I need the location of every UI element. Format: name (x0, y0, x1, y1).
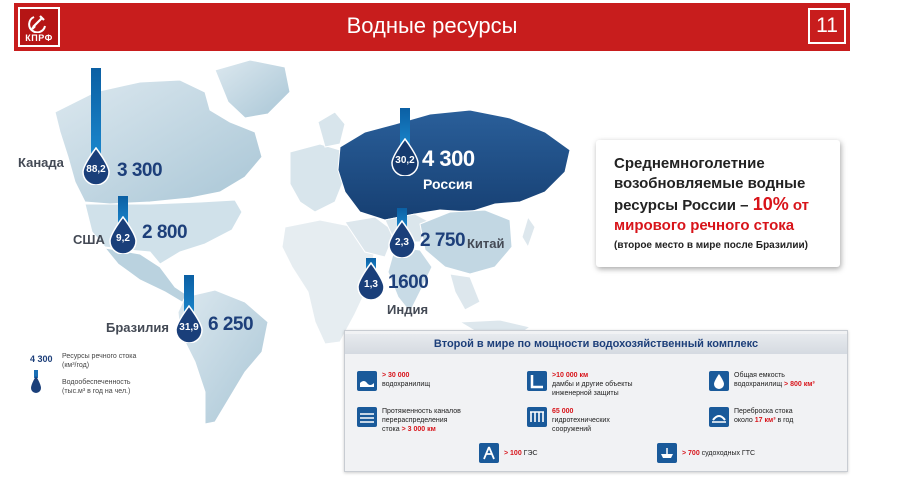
india-supply-drop (356, 262, 386, 300)
dam-icon (527, 371, 547, 391)
legend-resources-line1: Ресурсы речного стока (62, 353, 137, 360)
canada-label: Канада (18, 155, 64, 170)
canada-bar (91, 68, 101, 156)
reservoir-icon (357, 371, 377, 391)
canada-supply-drop (81, 147, 111, 185)
stat-capacity-text (734, 371, 815, 389)
stat-transfer-prefix: около (734, 417, 755, 424)
europe-shape (290, 144, 345, 212)
page-title: Водные ресурсы (346, 13, 518, 38)
stat-transfer-suffix: в год (775, 417, 794, 424)
info-line3-suffix: от (788, 197, 810, 214)
stat-dams-text (552, 371, 633, 398)
se-asia-shape (450, 274, 480, 310)
russia-supply-value: 30,2 (395, 155, 415, 166)
stat-transfer-value: 17 км³ (754, 417, 776, 424)
stat-capacity-label2: водохранилищ (734, 381, 785, 388)
info-line3 (614, 194, 834, 216)
stat-reservoirs-text (382, 371, 430, 389)
info-line2: возобновляемые водные (614, 175, 806, 192)
stat-dams-value: >10 000 км (552, 372, 589, 379)
india-label: Индия (387, 302, 429, 317)
logo-text: КПРФ (25, 33, 53, 43)
russia-resources-value: 4 300 (422, 146, 475, 171)
panel-title: Второй в мире по мощности водохозяйственный комплекс (345, 334, 847, 354)
canada-supply-value: 88,2 (86, 164, 106, 175)
stat-structures-label2: сооружений (552, 426, 592, 433)
stat-transfer-text (734, 407, 793, 425)
stat-capacity-value: > 800 км³ (784, 381, 815, 388)
canada-resources-value: 3 300 (117, 160, 163, 181)
russia-supply-drop (390, 138, 420, 176)
legend-supply-line2: (тыс.м³ в год на чел.) (62, 388, 131, 395)
stat-canals-value: > 3 000 км (401, 426, 436, 433)
info-percentage: 10% (752, 194, 789, 214)
canal-icon (357, 407, 377, 427)
hydropower-icon (479, 443, 499, 463)
greenland-shape (215, 60, 290, 118)
page-number: 11 (808, 8, 846, 44)
stat-reservoirs-value: > 30 000 (382, 372, 410, 379)
info-line1: Среднемноголетние (614, 155, 765, 172)
usa-supply-value: 9,2 (116, 233, 130, 244)
stat-canals-label2: перераспределения (382, 417, 448, 424)
usa-resources-value: 2 800 (142, 222, 188, 243)
header-bar (14, 3, 850, 51)
stat-hydropower-label: ГЭС (521, 450, 538, 457)
stat-hydropower-text (504, 449, 538, 458)
ship-lock-icon (657, 443, 677, 463)
usa-supply-drop (108, 216, 138, 254)
china-label: Китай (467, 236, 505, 251)
legend-resources-line2: (км³/год) (62, 362, 90, 369)
stat-reservoirs-label: водохранилищ (382, 381, 431, 388)
legend-resources-label (62, 352, 136, 370)
brazil-supply-value: 31,9 (179, 322, 199, 333)
japan-shape (522, 217, 535, 247)
water-drop-icon (709, 371, 729, 391)
scandinavia-shape (318, 112, 345, 147)
hydro-structure-icon (527, 407, 547, 427)
usa-label: США (73, 232, 105, 247)
brazil-label: Бразилия (106, 320, 169, 335)
china-resources-value: 2 750 (420, 230, 466, 251)
legend-supply-line1: Водообеспеченность (62, 379, 131, 386)
stat-ship-locks-value: > 700 (682, 450, 700, 457)
india-supply-value: 1,3 (364, 279, 378, 290)
info-line4: мирового речного стока (614, 217, 795, 234)
stat-transfer-label: Переброска стока (734, 408, 793, 415)
brazil-resources-value: 6 250 (208, 314, 254, 335)
stat-canals-label3: стока (382, 426, 402, 433)
mexico-shape (105, 248, 190, 302)
russia-label: Россия (423, 176, 473, 192)
stat-dams-label: дамбы и другие объекты (552, 381, 633, 388)
water-complex-panel (344, 330, 848, 472)
transfer-icon (709, 407, 729, 427)
stat-ship-locks-text (682, 449, 755, 458)
stat-structures-text (552, 407, 610, 434)
stat-ship-locks-label: судоходных ГТС (699, 450, 756, 457)
russia-info-box (596, 140, 840, 267)
stat-structures-value: 65 000 (552, 408, 574, 415)
stat-canals-text (382, 407, 461, 434)
stat-structures-label: гидротехнических (552, 417, 610, 424)
legend-supply-label (62, 378, 131, 396)
water-drop-icon (30, 370, 42, 396)
info-line3-prefix: ресурсы России – (614, 197, 753, 214)
stat-dams-label2: инженерной защиты (552, 390, 619, 397)
stat-capacity-label: Общая емкость (734, 372, 785, 379)
info-note: (второе место в мире после Бразилии) (614, 240, 808, 251)
stat-hydropower-value: > 100 (504, 450, 522, 457)
china-supply-value: 2,3 (395, 237, 409, 248)
legend-resources-sample: 4 300 (30, 354, 53, 364)
info-text (614, 154, 834, 236)
brazil-supply-drop (174, 305, 204, 343)
india-resources-value: 1600 (388, 272, 429, 293)
stat-canals-label: Протяженность каналов (382, 408, 461, 415)
china-supply-drop (387, 220, 417, 258)
legend-drop (30, 370, 42, 396)
